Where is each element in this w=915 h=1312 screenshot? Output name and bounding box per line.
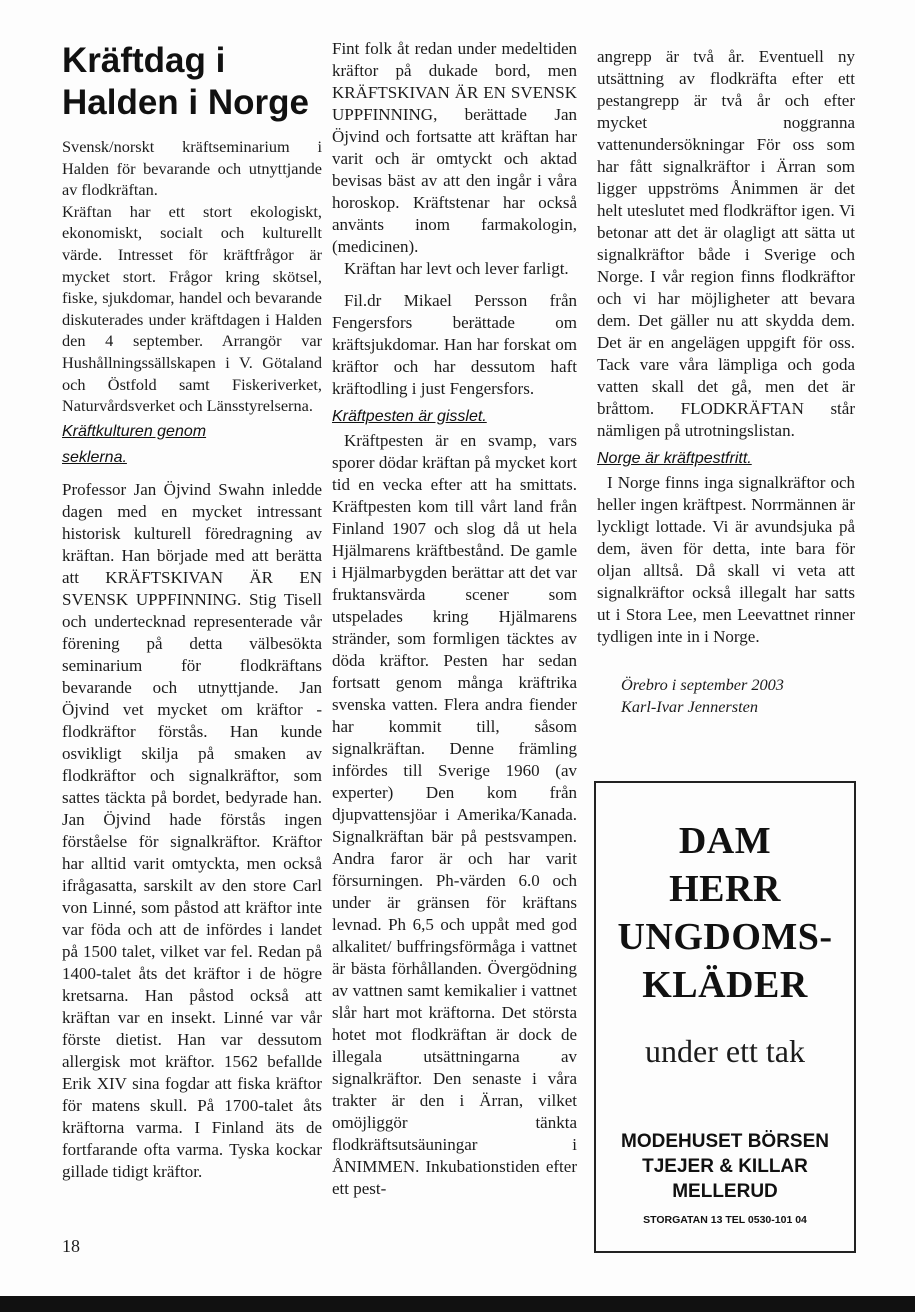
body-paragraph: Kräftpesten är en svamp, vars sporer dödar kräftan på mycket kort tid en vecka efter att ha smittats. Kräftpesten kom till vårt land från Finland 1907 och slog då ut hela Hjälmarens kräftbestånd. De gamle i Hjälmarbygden berättar att det var fruktansvärda scener som utspelades kring Hjälmarens stränder, som formligen täcktes av döda kräftor. Pesten har sedan fortsatt genom många kräftrika svenska vatten. Flera andra fiender har kommit till, såsom signalkräftan. Denne främling infördes till Sverige 1960 (av experter) Den kom från djupvattensjöar i Amerika/Kanada. Signalkräftan bär på pestsvampen. Andra faror är och har varit försurningen. Ph-värden 6.0 och under är gränsen för kräftans levnad. Ph 6,5 och uppåt med god alkalitet/ buffringsförmåga i vattnet är bästa förhållanden. Övergödning av vattnen samt kemikalier i vattnet slår hart mot kräftorna. Det största hotet mot flodkräftan är dock de illegala utsättningarna av signalkräftor. Den senaste i våra trakter är den i Ärran, vilket omöjliggör tänkta flodkräftsutsäuningar i ÅNIMMEN. Inkubationstiden efter ett pest-	[332, 431, 577, 1198]
ad-shop-town: MELLERUD	[672, 1181, 778, 1202]
title-line-2: Halden i Norge	[62, 83, 309, 122]
signature-place-date: Örebro i september 2003	[621, 675, 784, 694]
ad-line-ungdoms: UNGDOMS-	[617, 916, 833, 958]
ad-shop-tagline: TJEJER & KILLAR	[642, 1156, 808, 1177]
title-line-1: Kräftdag i	[62, 41, 226, 80]
article-title	[62, 40, 322, 124]
ad-line-under-ett-tak: under ett tak	[645, 1033, 805, 1069]
body-paragraph: Fint folk åt redan under medeltiden kräftor på dukade bord, men KRÄFTSKIVAN ÄR EN SVENSK UPPFINNING, berättade Jan Öjvind och fortsatte att kräftan har varit och är omtyckt och aktad bevisas bäst av att den ingår i våra horoskop. Kräftstenar har också använts inom farmakologin, (medicinen).	[332, 39, 577, 256]
body-paragraph: Kräftan har levt och lever farligt.	[344, 259, 569, 278]
column-3	[597, 46, 855, 717]
signature	[597, 674, 855, 717]
body-paragraph: Fil.dr Mikael Persson från Fengersfors berättade om kräftsjukdomar. Han har forskat om kräftor och har dessutom haft kräftodling i just Fengersfors.	[332, 291, 577, 398]
intro-paragraph: Svensk/norskt kräftseminarium i Halden för bevarande och utnyttjande av flodkräftan.	[62, 137, 322, 200]
body-paragraph: I Norge finns inga signalkräftor och heller ingen kräftpest. Norrmännen är lyckligt lottade. Vi är avundsjuka på dem, även för detta, inte bara för oljan alltså. Då skall vi veta att signalkräftor också illegalt har satts ut i Stora Lee, men Leevattnet rinner tydligen inte in i Norge.	[597, 473, 855, 646]
column-1	[62, 40, 322, 1183]
subheading-norge: Norge är kräftpestfritt.	[597, 450, 752, 467]
subheading-kraftpesten: Kräftpesten är gisslet.	[332, 408, 487, 425]
body-paragraph: Kräftan har ett stort ekologiskt, ekonomiskt, socialt och kulturellt värde. Intresset för kräftfrågor är mycket stort. Frågor kring skötsel, fiske, sjukdomar, handel och bevarande diskuterades under kräftdagen i Halden den 4 september. Arrangör var Hushållningssällskapen i V. Götaland och Östfold samt Fiskeriverket, Naturvårdsverket och Länsstyrelserna.	[62, 201, 322, 416]
ad-line-dam: DAM	[678, 820, 772, 862]
body-paragraph: Professor Jan Öjvind Swahn inledde dagen med en mycket intressant historisk kulturell föredragning av kräftan. Han började med att berätta att KRÄFTSKIVAN ÄR EN SVENSK UPPFINNING. Stig Tisell och undertecknad representerade vår förening på detta välbesökta seminarium för flodkräftans bevarande och utnyttjande. Jan Öjvind vet mycket om kräftor - flodkräftor förstås. Han kunde osvikligt skilja på smaken av flodkräftor och signalkräftor, som sattes täckta på bordet, bedyrade han. Jan Öjvind hade förstås ingen förståelse för signalkräftor. Kräftor har alltid varit omtyckta, men också ifrågasatta, sarskilt av den store Carl von Linné, som påstod att kräftor inte var föda och att de infördes i landet på 1500 talet, vilket var fel. Redan på 1400-talet åts det kräftor i de högre kretsarna. Han påstod också att kräftan var en insekt. Linné var vår förste dietist. Han var dessutom allergisk mot kräftor. 1562 befallde Erik XIV sina fogdar att fiska kräftor för matens skull. På 1700-talet åts kräftorna varma. I Finland äts de fortfarande ofta varma. Tyska kockar gillade tidigt kräftor.	[62, 479, 322, 1181]
subheading-kulturen: Kräftkulturen genom seklerna.	[62, 422, 207, 466]
ad-line-klader: KLÄDER	[642, 964, 808, 1006]
ad-address: STORGATAN 13 TEL 0530-101 04	[643, 1214, 807, 1226]
column-2	[332, 38, 577, 1200]
ad-shop-name: MODEHUSET BÖRSEN	[621, 1131, 829, 1152]
signature-author: Karl-Ivar Jennersten	[621, 696, 758, 716]
ad-line-herr: HERR	[669, 868, 781, 910]
bottom-scan-border	[0, 1296, 915, 1312]
body-paragraph: angrepp är två år. Eventuell ny utsättning av flodkräfta efter ett pestangrepp är två år och efter mycket noggranna vattenundersökningar För oss som har fått signalkräftor i Ärran som ligger uppströms Ånimmen är det helt uteslutet med flodkräftor igen. Vi betonar att det är olagligt att sätta ut signalkräftor både i Sverige och Norge. I vår region finns flodkräftor och vi har möjligheter att bevara dem. Det gäller nu att skydda dem. Det är en angelägen uppgift för oss. Tack vare våra lämpliga och goda vatten skall det gå, men det är bråttom. FLODKRÄFTAN står nämligen på utrotningslistan.	[597, 47, 855, 440]
page-number: 18	[62, 1236, 80, 1256]
advertisement-box	[594, 781, 856, 1253]
